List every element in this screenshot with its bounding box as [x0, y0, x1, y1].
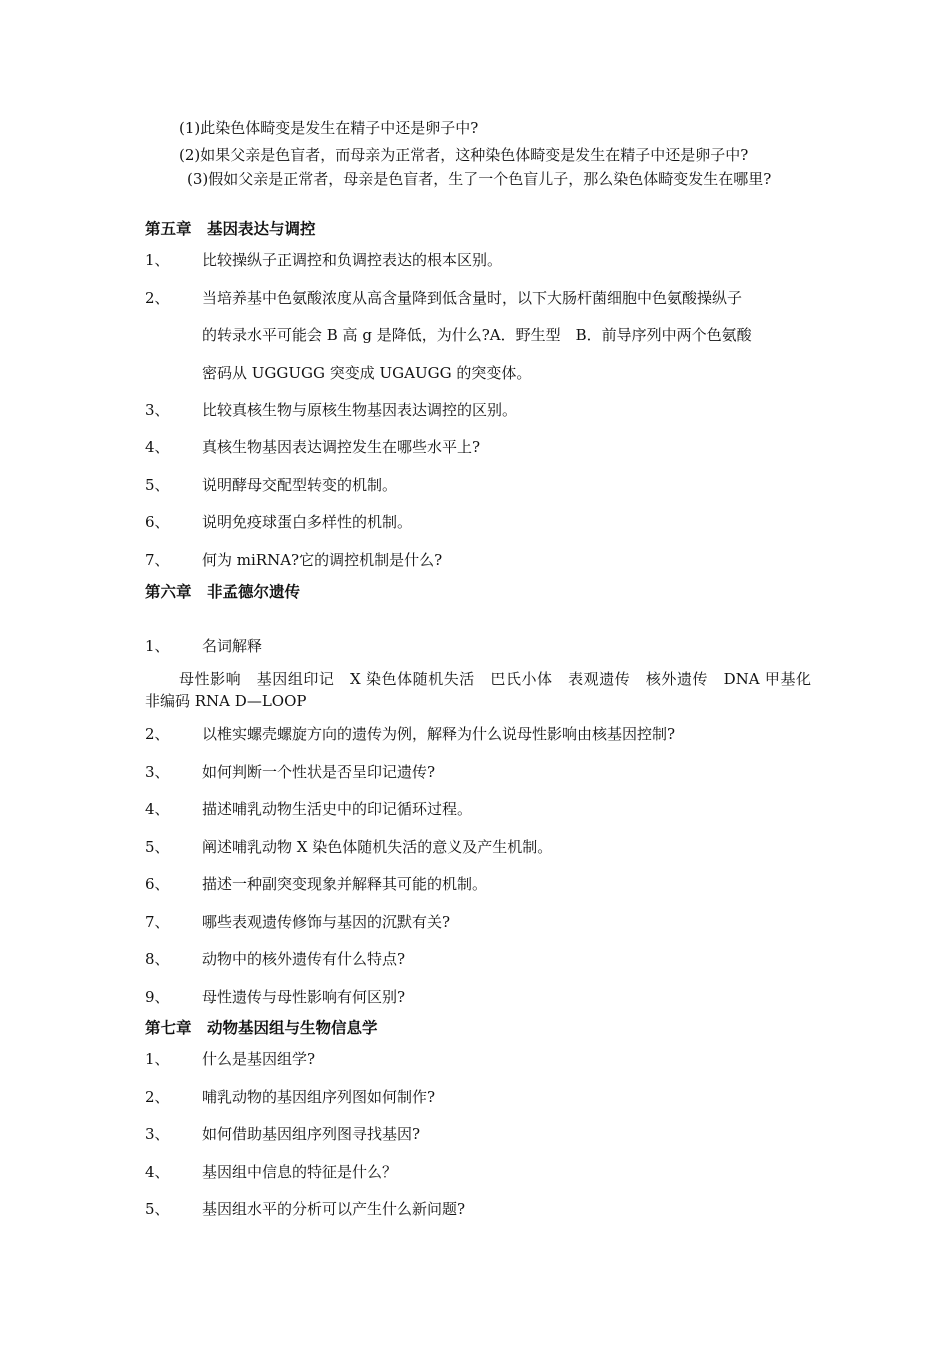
item-text: 什么是基因组学? — [202, 1050, 316, 1068]
item-text: 如何借助基因组序列图寻找基因? — [202, 1125, 421, 1143]
item-text: 动物中的核外遗传有什么特点? — [202, 950, 406, 968]
item-text: 描述哺乳动物生活史中的印记循环过程。 — [202, 800, 473, 818]
item-number: 6、 — [145, 513, 170, 531]
glossary-terms: 母性影响 基因组印记 X 染色体随机失活 巴氏小体 表观遗传 核外遗传 DNA 甲基化 非编码 RNA D—LOOP — [145, 670, 827, 710]
item-text: 真核生物基因表达调控发生在哪些水平上? — [202, 438, 481, 456]
intro-question-1: (1)此染色体畸变是发生在精子中还是卵子中? — [179, 119, 479, 137]
item-text: 哪些表观遗传修饰与基因的沉默有关? — [202, 913, 451, 931]
item-number: 7、 — [145, 913, 170, 931]
chapter-7-heading: 第七章 动物基因组与生物信息学 — [145, 1018, 378, 1037]
item-number: 1、 — [145, 1050, 170, 1068]
item-number: 2、 — [145, 725, 170, 743]
intro-question-3: (3)假如父亲是正常者，母亲是色盲者，生了一个色盲儿子，那么染色体畸变发生在哪里? — [187, 170, 772, 188]
item-text-line-3: 密码从 UGGUGG 突变成 UGAUGG 的突变体。 — [202, 364, 532, 382]
item-number: 1、 — [145, 251, 170, 269]
item-number: 7、 — [145, 551, 170, 569]
item-text-line-1: 当培养基中色氨酸浓度从高含量降到低含量时，以下大肠杆菌细胞中色氨酸操纵子 — [202, 289, 743, 307]
item-text: 名词解释 — [202, 637, 263, 655]
item-number: 6、 — [145, 875, 170, 893]
item-text: 说明免疫球蛋白多样性的机制。 — [202, 513, 413, 531]
item-number: 4、 — [145, 438, 170, 456]
item-text: 何为 miRNA?它的调控机制是什么? — [202, 551, 443, 569]
item-number: 5、 — [145, 476, 170, 494]
item-number: 5、 — [145, 838, 170, 856]
item-text: 哺乳动物的基因组序列图如何制作? — [202, 1088, 436, 1106]
item-text: 母性遗传与母性影响有何区别? — [202, 988, 406, 1006]
item-number: 5、 — [145, 1200, 170, 1218]
item-number: 2、 — [145, 1088, 170, 1106]
item-number: 1、 — [145, 637, 170, 655]
item-text: 基因组中信息的特征是什么？ — [202, 1163, 398, 1181]
item-text: 说明酵母交配型转变的机制。 — [202, 476, 398, 494]
item-text: 比较操纵子正调控和负调控表达的根本区别。 — [202, 251, 503, 269]
intro-question-2: (2)如果父亲是色盲者，而母亲为正常者，这种染色体畸变是发生在精子中还是卵子中? — [179, 146, 749, 164]
item-text: 描述一种副突变现象并解释其可能的机制。 — [202, 875, 488, 893]
item-number: 3、 — [145, 1125, 170, 1143]
item-number: 3、 — [145, 401, 170, 419]
item-number: 9、 — [145, 988, 170, 1006]
item-number: 4、 — [145, 800, 170, 818]
item-text: 如何判断一个性状是否呈印记遗传? — [202, 763, 436, 781]
item-number: 8、 — [145, 950, 170, 968]
item-text: 基因组水平的分析可以产生什么新问题? — [202, 1200, 466, 1218]
item-number: 2、 — [145, 289, 170, 307]
item-text-line-2: 的转录水平可能会 B 高 g 是降低，为什么?A．野生型 B．前导序列中两个色氨酸 — [202, 326, 752, 344]
item-text: 阐述哺乳动物 X 染色体随机失活的意义及产生机制。 — [202, 838, 553, 856]
item-text: 以椎实螺壳螺旋方向的遗传为例，解释为什么说母性影响由核基因控制? — [202, 725, 676, 743]
item-number: 3、 — [145, 763, 170, 781]
item-text: 比较真核生物与原核生物基因表达调控的区别。 — [202, 401, 518, 419]
item-number: 4、 — [145, 1163, 170, 1181]
chapter-5-heading: 第五章 基因表达与调控 — [145, 219, 316, 238]
chapter-6-heading: 第六章 非孟德尔遗传 — [145, 582, 301, 601]
